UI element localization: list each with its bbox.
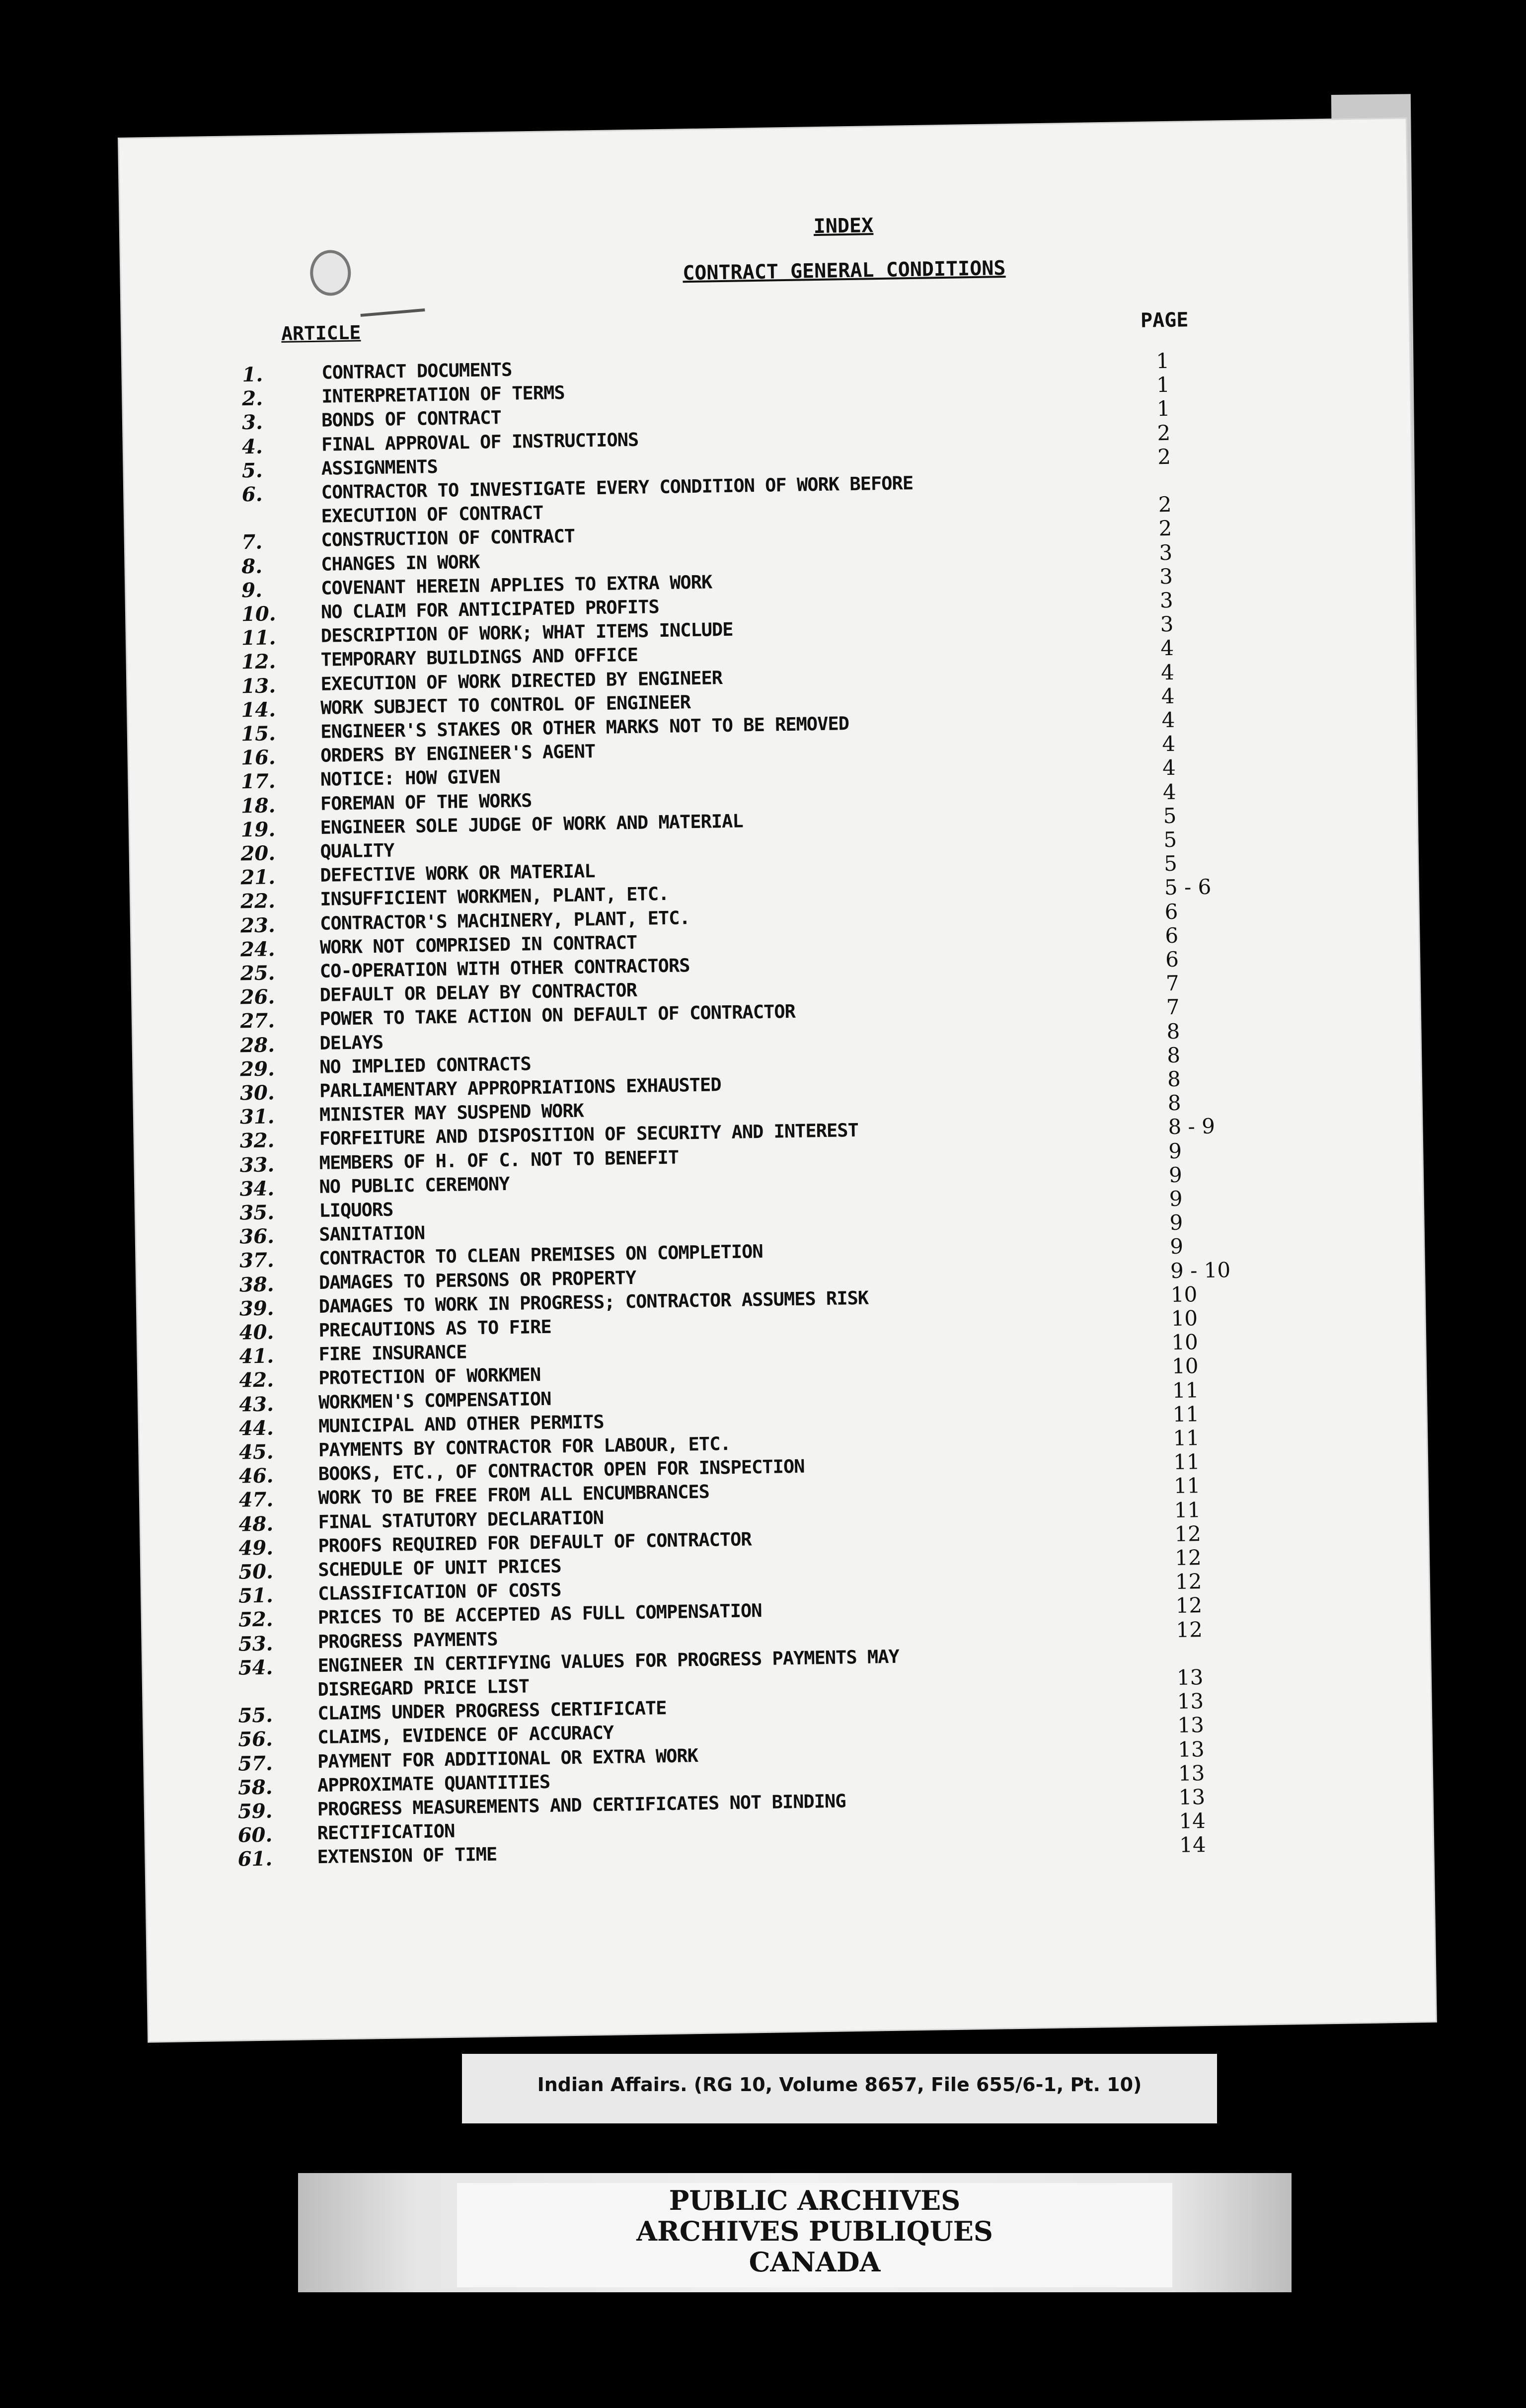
- article-page: 1: [1156, 373, 1170, 397]
- article-number: 23.: [240, 913, 276, 937]
- article-number: 14.: [241, 697, 276, 722]
- article-number: 58.: [237, 1775, 273, 1800]
- article-title: INSUFFICIENT WORKMEN, PLANT, ETC.: [319, 883, 669, 910]
- article-number: 20.: [240, 841, 276, 866]
- article-page: 10: [1171, 1306, 1198, 1331]
- article-title: NO CLAIM FOR ANTICIPATED PROFITS: [320, 596, 660, 623]
- article-title: FINAL STATUTORY DECLARATION: [318, 1506, 604, 1533]
- article-page: 6: [1164, 899, 1178, 924]
- caption-box: [462, 2054, 1217, 2123]
- article-page: 4: [1160, 660, 1175, 684]
- article-title: MUNICIPAL AND OTHER PERMITS: [318, 1411, 604, 1437]
- article-title: FIRE INSURANCE: [318, 1341, 467, 1365]
- article-page: 12: [1176, 1617, 1203, 1642]
- article-title: PRICES TO BE ACCEPTED AS FULL COMPENSATION: [317, 1600, 762, 1629]
- article-number: 39.: [239, 1296, 274, 1321]
- article-page: 4: [1162, 731, 1176, 756]
- article-page: 13: [1177, 1736, 1205, 1762]
- article-title: FOREMAN OF THE WORKS: [320, 789, 532, 815]
- document-page: [119, 119, 1436, 2041]
- article-page: 7: [1165, 971, 1180, 996]
- article-title: POWER TO TAKE ACTION ON DEFAULT OF CONTRACTOR: [319, 1001, 796, 1030]
- article-title: BOOKS, ETC., OF CONTRACTOR OPEN FOR INSPECTION: [318, 1455, 805, 1485]
- article-title: CLAIMS, EVIDENCE OF ACCURACY: [317, 1722, 614, 1748]
- article-page: 4: [1161, 683, 1175, 708]
- article-number: 40.: [239, 1320, 274, 1345]
- article-page: 3: [1159, 588, 1173, 613]
- article-title: CO-OPERATION WITH OTHER CONTRACTORS: [319, 955, 690, 982]
- article-title: CONTRACTOR'S MACHINERY, PLANT, ETC.: [319, 906, 690, 934]
- article-number: 47.: [238, 1488, 274, 1512]
- article-number: 42.: [239, 1368, 274, 1392]
- article-number: 13.: [241, 674, 276, 698]
- article-number: 49.: [238, 1536, 274, 1560]
- article-number: 10.: [241, 602, 277, 626]
- article-title: CLASSIFICATION OF COSTS: [317, 1579, 561, 1605]
- article-number: 32.: [239, 1129, 275, 1153]
- archive-label-line: PUBLIC ARCHIVES: [669, 2184, 961, 2216]
- article-page: 1: [1155, 348, 1170, 374]
- article-title: ENGINEER'S STAKES OR OTHER MARKS NOT TO BE REMOVED: [320, 713, 849, 743]
- article-number: 56.: [237, 1727, 273, 1752]
- article-page: 13: [1177, 1689, 1204, 1714]
- article-page: 13: [1178, 1785, 1206, 1809]
- article-page: 12: [1175, 1569, 1202, 1594]
- article-page: 12: [1174, 1521, 1202, 1546]
- article-title: PROTECTION OF WORKMEN: [318, 1364, 541, 1389]
- article-number: 25.: [240, 961, 275, 985]
- article-number: 33.: [239, 1152, 275, 1177]
- article-number: 12.: [241, 650, 276, 674]
- article-number: 4.: [241, 435, 263, 458]
- article-title: EXECUTION OF WORK DIRECTED BY ENGINEER: [320, 667, 723, 695]
- article-page: 11: [1172, 1377, 1199, 1403]
- article-title: DISREGARD PRICE LIST: [317, 1675, 530, 1701]
- article-number: 59.: [237, 1799, 273, 1823]
- article-title: CONTRACTOR TO INVESTIGATE EVERY CONDITION OF WORK BEFORE: [321, 472, 914, 503]
- article-number: 43.: [238, 1392, 274, 1417]
- article-title: EXECUTION OF CONTRACT: [321, 502, 543, 527]
- article-number: 3.: [241, 410, 263, 435]
- article-title: PARLIAMENTARY APPROPRIATIONS EXHAUSTED: [319, 1074, 721, 1102]
- article-page: 2: [1158, 492, 1172, 517]
- article-page: 13: [1178, 1760, 1205, 1786]
- archive-label-line: ARCHIVES PUBLIQUES: [636, 2215, 993, 2247]
- article-page: 13: [1177, 1713, 1205, 1738]
- article-page: 5 - 6: [1164, 875, 1212, 900]
- article-page: 9: [1168, 1162, 1183, 1187]
- article-title: PAYMENT FOR ADDITIONAL OR EXTRA WORK: [317, 1744, 698, 1772]
- article-page: 6: [1165, 947, 1179, 972]
- page-title: INDEX: [813, 214, 874, 238]
- article-title: TEMPORARY BUILDINGS AND OFFICE: [320, 644, 638, 671]
- article-number: 45.: [238, 1440, 274, 1464]
- article-page: 4: [1161, 707, 1175, 733]
- article-title: WORK NOT COMPRISED IN CONTRACT: [319, 931, 637, 958]
- article-page: 9: [1169, 1210, 1183, 1235]
- article-number: 53.: [238, 1632, 273, 1656]
- article-number: 38.: [239, 1272, 275, 1297]
- article-title: FORFEITURE AND DISPOSITION OF SECURITY AND INTEREST: [319, 1120, 859, 1150]
- article-page: 11: [1172, 1426, 1200, 1450]
- article-number: 15.: [240, 722, 276, 746]
- article-number: 27.: [240, 1009, 275, 1033]
- article-page: 3: [1160, 611, 1174, 637]
- article-page: 11: [1173, 1449, 1200, 1475]
- archive-caption: Indian Affairs. (RG 10, Volume 8657, File 655/6-1, Pt. 10): [537, 2074, 1142, 2096]
- article-number: 50.: [238, 1560, 274, 1584]
- article-column-header: ARTICLE: [281, 321, 361, 345]
- article-title: CONSTRUCTION OF CONTRACT: [321, 526, 575, 551]
- article-page: 11: [1174, 1497, 1201, 1522]
- article-title: DEFAULT OR DELAY BY CONTRACTOR: [319, 979, 637, 1006]
- article-page: 4: [1160, 636, 1174, 661]
- article-number: 46.: [238, 1464, 274, 1488]
- article-title: ENGINEER IN CERTIFYING VALUES FOR PROGRESS PAYMENTS MAY: [317, 1646, 900, 1676]
- article-number: 34.: [239, 1177, 275, 1201]
- article-number: 17.: [240, 769, 276, 794]
- article-page: 5: [1163, 827, 1177, 852]
- article-number: 5.: [241, 458, 263, 482]
- article-title: MEMBERS OF H. OF C. NOT TO BENEFIT: [319, 1146, 679, 1174]
- article-number: 19.: [240, 818, 276, 842]
- article-title: CHANGES IN WORK: [320, 551, 480, 575]
- article-page: 5: [1163, 803, 1177, 828]
- article-title: INTERPRETATION OF TERMS: [321, 382, 565, 407]
- article-number: 9.: [241, 578, 263, 602]
- article-number: 36.: [239, 1224, 275, 1249]
- article-number: 1.: [242, 363, 263, 387]
- article-page: 8: [1167, 1090, 1181, 1116]
- article-number: 21.: [240, 865, 276, 890]
- article-page: 11: [1173, 1473, 1201, 1499]
- article-page: 2: [1158, 516, 1172, 541]
- article-title: ENGINEER SOLE JUDGE OF WORK AND MATERIAL: [320, 810, 743, 838]
- article-page: 9 - 10: [1170, 1257, 1231, 1283]
- article-title: CONTRACT DOCUMENTS: [321, 359, 512, 383]
- article-number: 29.: [239, 1057, 275, 1081]
- index-list: [123, 345, 1409, 1872]
- article-number: 31.: [239, 1105, 275, 1129]
- article-title: COVENANT HEREIN APPLIES TO EXTRA WORK: [320, 571, 712, 599]
- article-page: 2: [1157, 444, 1171, 469]
- article-title: DAMAGES TO PERSONS OR PROPERTY: [318, 1267, 636, 1293]
- article-page: 4: [1162, 779, 1177, 804]
- article-page: 2: [1157, 420, 1171, 445]
- article-title: DESCRIPTION OF WORK; WHAT ITEMS INCLUDE: [320, 618, 733, 647]
- article-number: 22.: [240, 889, 276, 913]
- article-number: 6.: [241, 482, 263, 507]
- archive-label-line: CANADA: [749, 2246, 881, 2278]
- article-title: DAMAGES TO WORK IN PROGRESS; CONTRACTOR ASSUMES RISK: [318, 1287, 869, 1317]
- article-number: 37.: [239, 1248, 275, 1273]
- article-number: 16.: [240, 746, 276, 770]
- article-title: WORKMEN'S COMPENSATION: [318, 1388, 551, 1413]
- article-title: NO PUBLIC CEREMONY: [319, 1173, 510, 1198]
- article-title: DELAYS: [319, 1031, 383, 1054]
- article-page: 8: [1167, 1066, 1181, 1092]
- article-title: DEFECTIVE WORK OR MATERIAL: [320, 860, 595, 887]
- article-number: 61.: [237, 1847, 273, 1872]
- article-page: 14: [1179, 1832, 1207, 1858]
- article-title: ASSIGNMENTS: [321, 455, 438, 479]
- article-number: 11.: [241, 626, 276, 650]
- article-page: 5: [1163, 851, 1178, 876]
- article-page: 8: [1166, 1019, 1180, 1044]
- article-number: 28.: [240, 1033, 275, 1057]
- article-number: 2.: [241, 386, 263, 411]
- article-title: BONDS OF CONTRACT: [321, 407, 502, 432]
- article-number: 54.: [238, 1656, 273, 1680]
- article-title: PROOFS REQUIRED FOR DEFAULT OF CONTRACTOR: [318, 1528, 752, 1557]
- article-title: EXTENSION OF TIME: [317, 1843, 497, 1868]
- article-number: 44.: [238, 1416, 274, 1440]
- article-title: QUALITY: [320, 839, 394, 862]
- article-page: 12: [1175, 1593, 1203, 1618]
- article-title: PAYMENTS BY CONTRACTOR FOR LABOUR, ETC.: [318, 1432, 731, 1461]
- article-number: 48.: [238, 1512, 274, 1536]
- article-title: PROGRESS MEASUREMENTS AND CERTIFICATES NOT BINDING: [317, 1790, 846, 1820]
- article-title: NOTICE: HOW GIVEN: [320, 766, 500, 791]
- article-title: CONTRACTOR TO CLEAN PREMISES ON COMPLETION: [318, 1241, 763, 1270]
- article-title: FINAL APPROVAL OF INSTRUCTIONS: [321, 429, 639, 455]
- archive-label: [457, 2183, 1172, 2287]
- article-number: 51.: [238, 1583, 274, 1608]
- article-page: 9: [1169, 1234, 1184, 1259]
- article-page: 8: [1166, 1043, 1181, 1067]
- article-page: 1: [1156, 396, 1170, 421]
- article-title: WORK SUBJECT TO CONTROL OF ENGINEER: [320, 691, 691, 719]
- article-title: WORK TO BE FREE FROM ALL ENCUMBRANCES: [318, 1481, 710, 1509]
- page-subtitle: CONTRACT GENERAL CONDITIONS: [682, 257, 1006, 285]
- article-title: CLAIMS UNDER PROGRESS CERTIFICATE: [317, 1697, 667, 1725]
- article-title: RECTIFICATION: [317, 1820, 455, 1844]
- article-number: 57.: [237, 1751, 273, 1776]
- article-title: NO IMPLIED CONTRACTS: [319, 1053, 532, 1078]
- article-number: 35.: [239, 1201, 275, 1225]
- article-title: SCHEDULE OF UNIT PRICES: [317, 1555, 561, 1581]
- article-page: 3: [1159, 564, 1173, 589]
- article-title: MINISTER MAY SUSPEND WORK: [319, 1100, 584, 1126]
- article-number: 18.: [240, 793, 276, 818]
- article-title: LIQUORS: [319, 1199, 393, 1221]
- article-page: 10: [1171, 1330, 1199, 1355]
- article-page: 7: [1166, 995, 1180, 1020]
- article-title: PRECAUTIONS AS TO FIRE: [318, 1316, 552, 1341]
- article-page: 6: [1165, 923, 1179, 948]
- article-page: 9: [1169, 1186, 1183, 1211]
- article-title: SANITATION: [318, 1222, 425, 1246]
- article-number: 55.: [238, 1703, 273, 1728]
- article-number: 8.: [241, 554, 263, 578]
- article-title: ORDERS BY ENGINEER'S AGENT: [320, 741, 596, 766]
- article-page: 12: [1174, 1545, 1202, 1570]
- article-page: 10: [1170, 1281, 1198, 1307]
- page-column-header: PAGE: [1140, 308, 1189, 332]
- article-number: 30.: [239, 1081, 275, 1105]
- article-page: 4: [1162, 755, 1176, 780]
- article-page: 13: [1176, 1665, 1204, 1690]
- article-page: 8 - 9: [1168, 1114, 1216, 1139]
- article-page: 10: [1171, 1354, 1199, 1379]
- article-number: 26.: [240, 985, 275, 1009]
- article-number: 7.: [241, 530, 263, 554]
- article-page: 11: [1172, 1401, 1200, 1427]
- article-page: 3: [1158, 540, 1173, 565]
- article-title: PROGRESS PAYMENTS: [317, 1628, 498, 1653]
- article-page: 14: [1179, 1808, 1206, 1834]
- article-number: 52.: [238, 1607, 274, 1632]
- article-title: APPROXIMATE QUANTITIES: [317, 1771, 550, 1796]
- pencil-mark: [361, 308, 425, 317]
- article-number: 60.: [237, 1823, 273, 1847]
- article-page: 9: [1168, 1138, 1182, 1163]
- article-number: 41.: [239, 1344, 274, 1368]
- article-number: 24.: [240, 937, 276, 962]
